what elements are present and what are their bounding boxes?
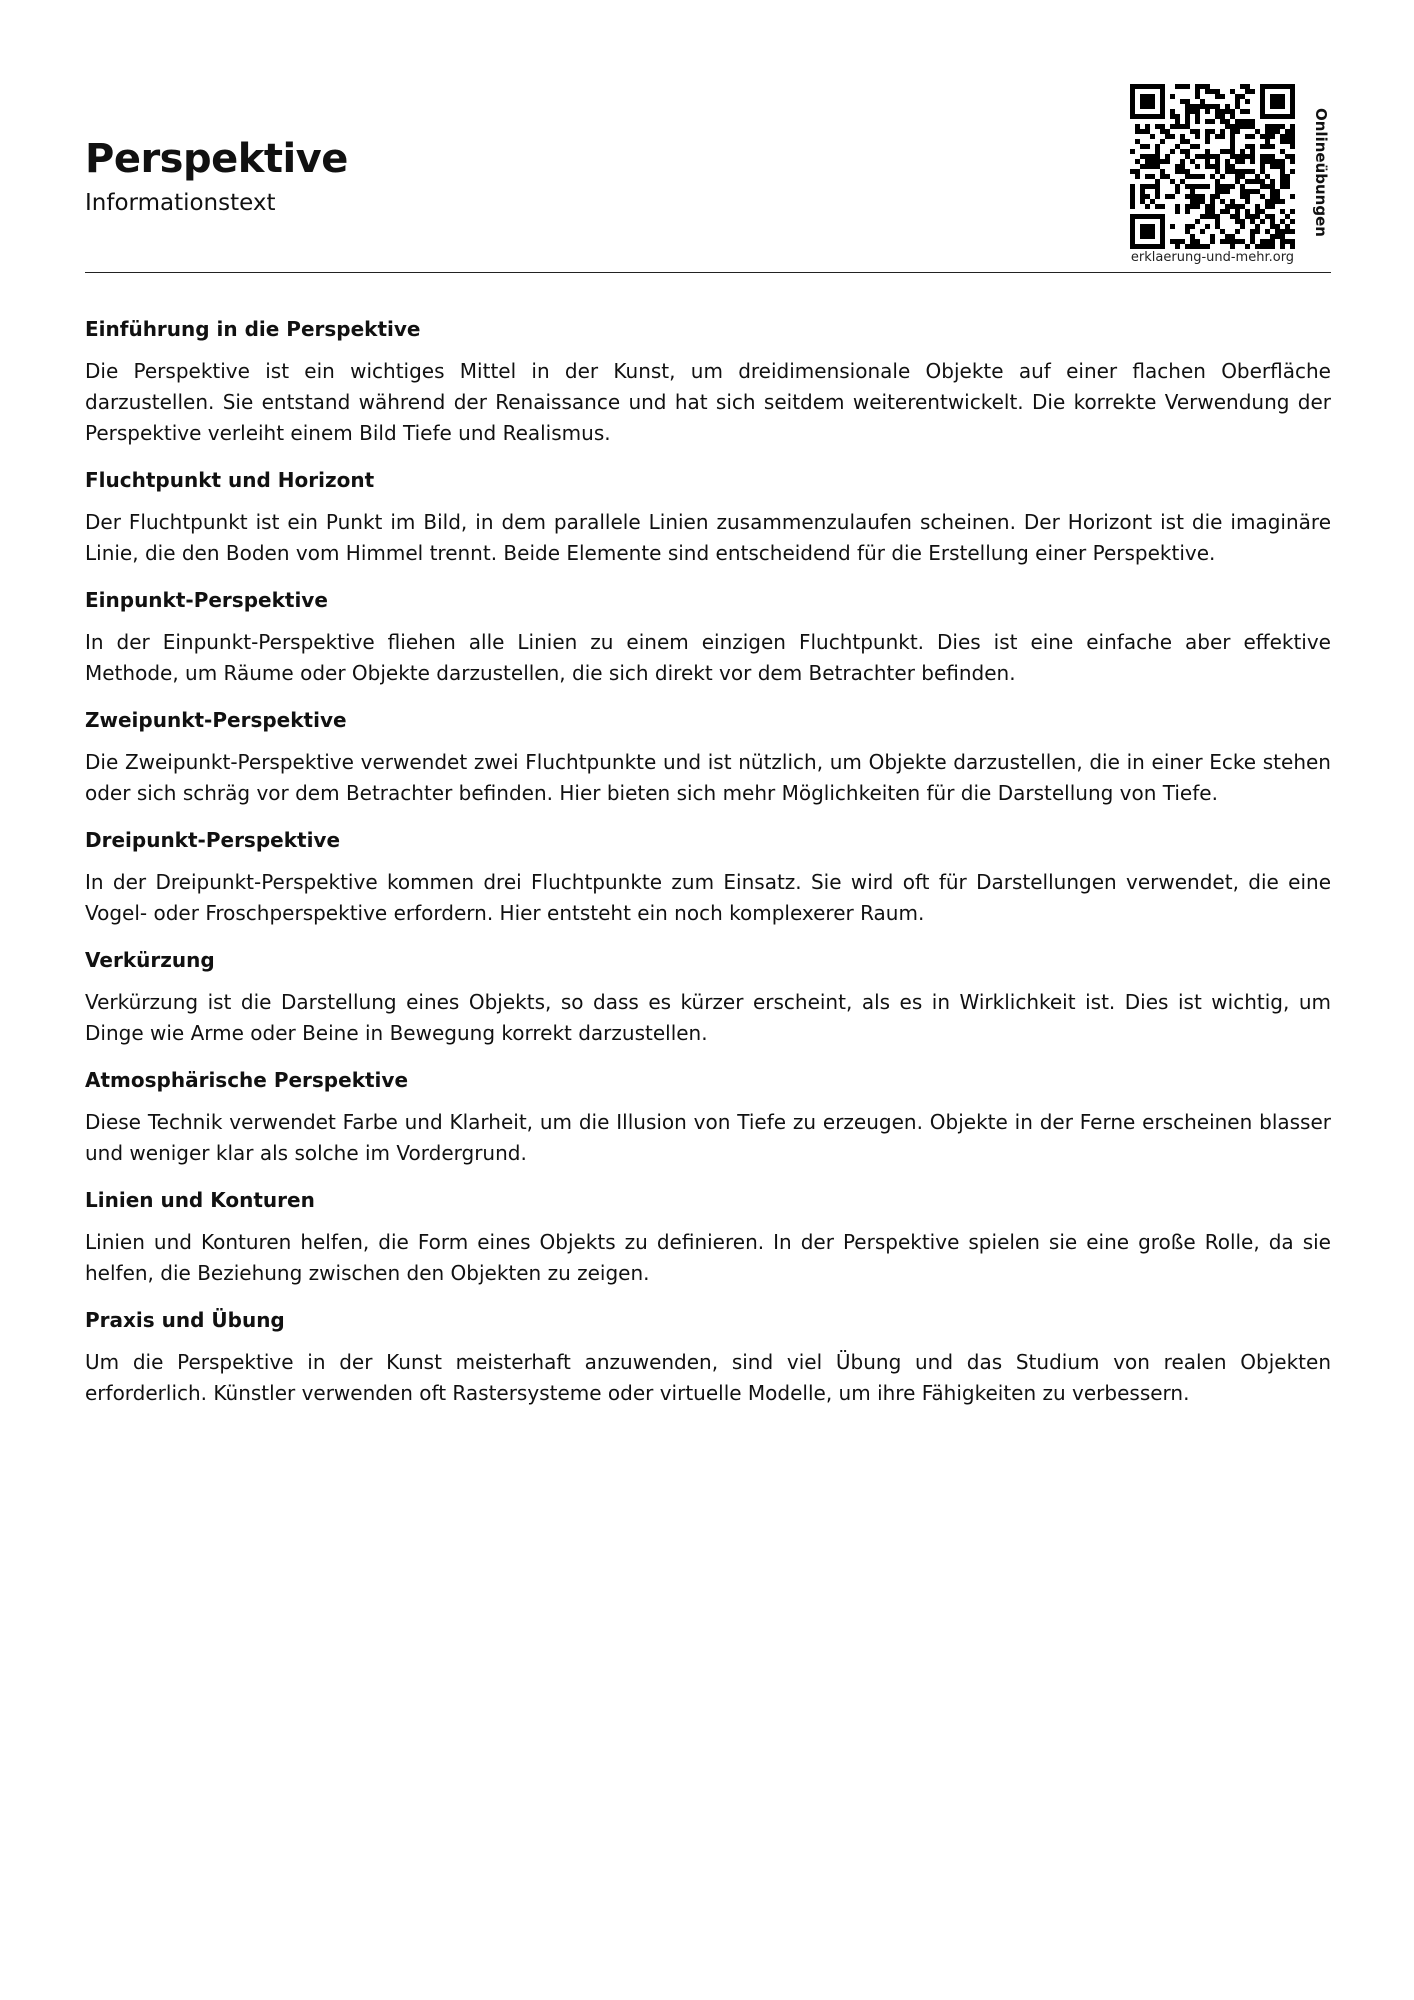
section-heading: Zweipunkt-Perspektive — [85, 708, 347, 732]
section-heading: Linien und Konturen — [85, 1188, 315, 1212]
section-text: Diese Technik verwendet Farbe und Klarheit, um die Illusion von Tiefe zu erzeugen. Objekte in der Ferne erscheinen blasser und weniger klar als solche im Vordergrund. — [85, 1110, 1331, 1165]
qr-block[interactable] — [1120, 80, 1331, 270]
section-heading: Einführung in die Perspektive — [85, 317, 421, 341]
section-text: Die Perspektive ist ein wichtiges Mittel in der Kunst, um dreidimensionale Objekte auf einer flachen Oberfläche darzustellen. Sie entstand während der Renaissance und hat sich seitdem weiterentwickelt. Die korrekte Verwendung der Perspektive verleiht einem Bild Tiefe und Realismus. — [85, 359, 1331, 445]
section-heading: Einpunkt-Perspektive — [85, 588, 328, 612]
page-subtitle: Informationstext — [85, 190, 276, 216]
page-title: Perspektive — [85, 136, 348, 182]
qr-side-label-text: Onlineübungen — [1312, 108, 1330, 237]
section-text: Die Zweipunkt-Perspektive verwendet zwei Fluchtpunkte und ist nützlich, um Objekte darzustellen, die in einer Ecke stehen oder sich schräg vor dem Betrachter befinden. Hier bieten sich mehr Möglichkeiten für die Darstellung von Tiefe. — [85, 750, 1331, 805]
section-text: Verkürzung ist die Darstellung eines Objekts, so dass es kürzer erscheint, als es in Wirklichkeit ist. Dies ist wichtig, um Dinge wie Arme oder Beine in Bewegung korrekt darzustellen. — [85, 990, 1331, 1045]
section-heading: Atmosphärische Perspektive — [85, 1068, 409, 1092]
qr-side-label — [1308, 108, 1332, 258]
section-text: Der Fluchtpunkt ist ein Punkt im Bild, in dem parallele Linien zusammenzulaufen scheinen. Der Horizont ist die imaginäre Linie, die den Boden vom Himmel trennt. Beide Elemente sind entscheidend für die Erstellung einer Perspektive. — [85, 510, 1331, 565]
header-divider — [85, 272, 1331, 273]
section-heading: Fluchtpunkt und Horizont — [85, 468, 375, 492]
section-text: Um die Perspektive in der Kunst meisterhaft anzuwenden, sind viel Übung und das Studium von realen Objekten erforderlich. Künstler verwenden oft Rastersysteme oder virtuelle Modelle, um ihre Fähigkeiten zu verbessern. — [85, 1350, 1331, 1405]
section-heading: Dreipunkt-Perspektive — [85, 828, 341, 852]
section-heading: Praxis und Übung — [85, 1308, 285, 1332]
document-header — [85, 80, 1331, 270]
document-body — [85, 316, 1331, 1427]
section-heading: Verkürzung — [85, 948, 215, 972]
section-text: In der Dreipunkt-Perspektive kommen drei Fluchtpunkte zum Einsatz. Sie wird oft für Darstellungen verwendet, die eine Vogel- oder Froschperspektive erfordern. Hier entsteht ein noch komplexerer Raum. — [85, 870, 1331, 925]
qr-code-icon[interactable] — [1130, 84, 1295, 249]
section-text: In der Einpunkt-Perspektive fliehen alle Linien zu einem einzigen Fluchtpunkt. Dies ist eine einfache aber effektive Methode, um Räume oder Objekte darzustellen, die sich direkt vor dem Betrachter befinden. — [85, 630, 1331, 685]
section-text: Linien und Konturen helfen, die Form eines Objekts zu definieren. In der Perspektive spielen sie eine große Rolle, da sie helfen, die Beziehung zwischen den Objekten zu zeigen. — [85, 1230, 1331, 1285]
qr-url-label: erklaerung-und-mehr.org — [1130, 250, 1295, 265]
